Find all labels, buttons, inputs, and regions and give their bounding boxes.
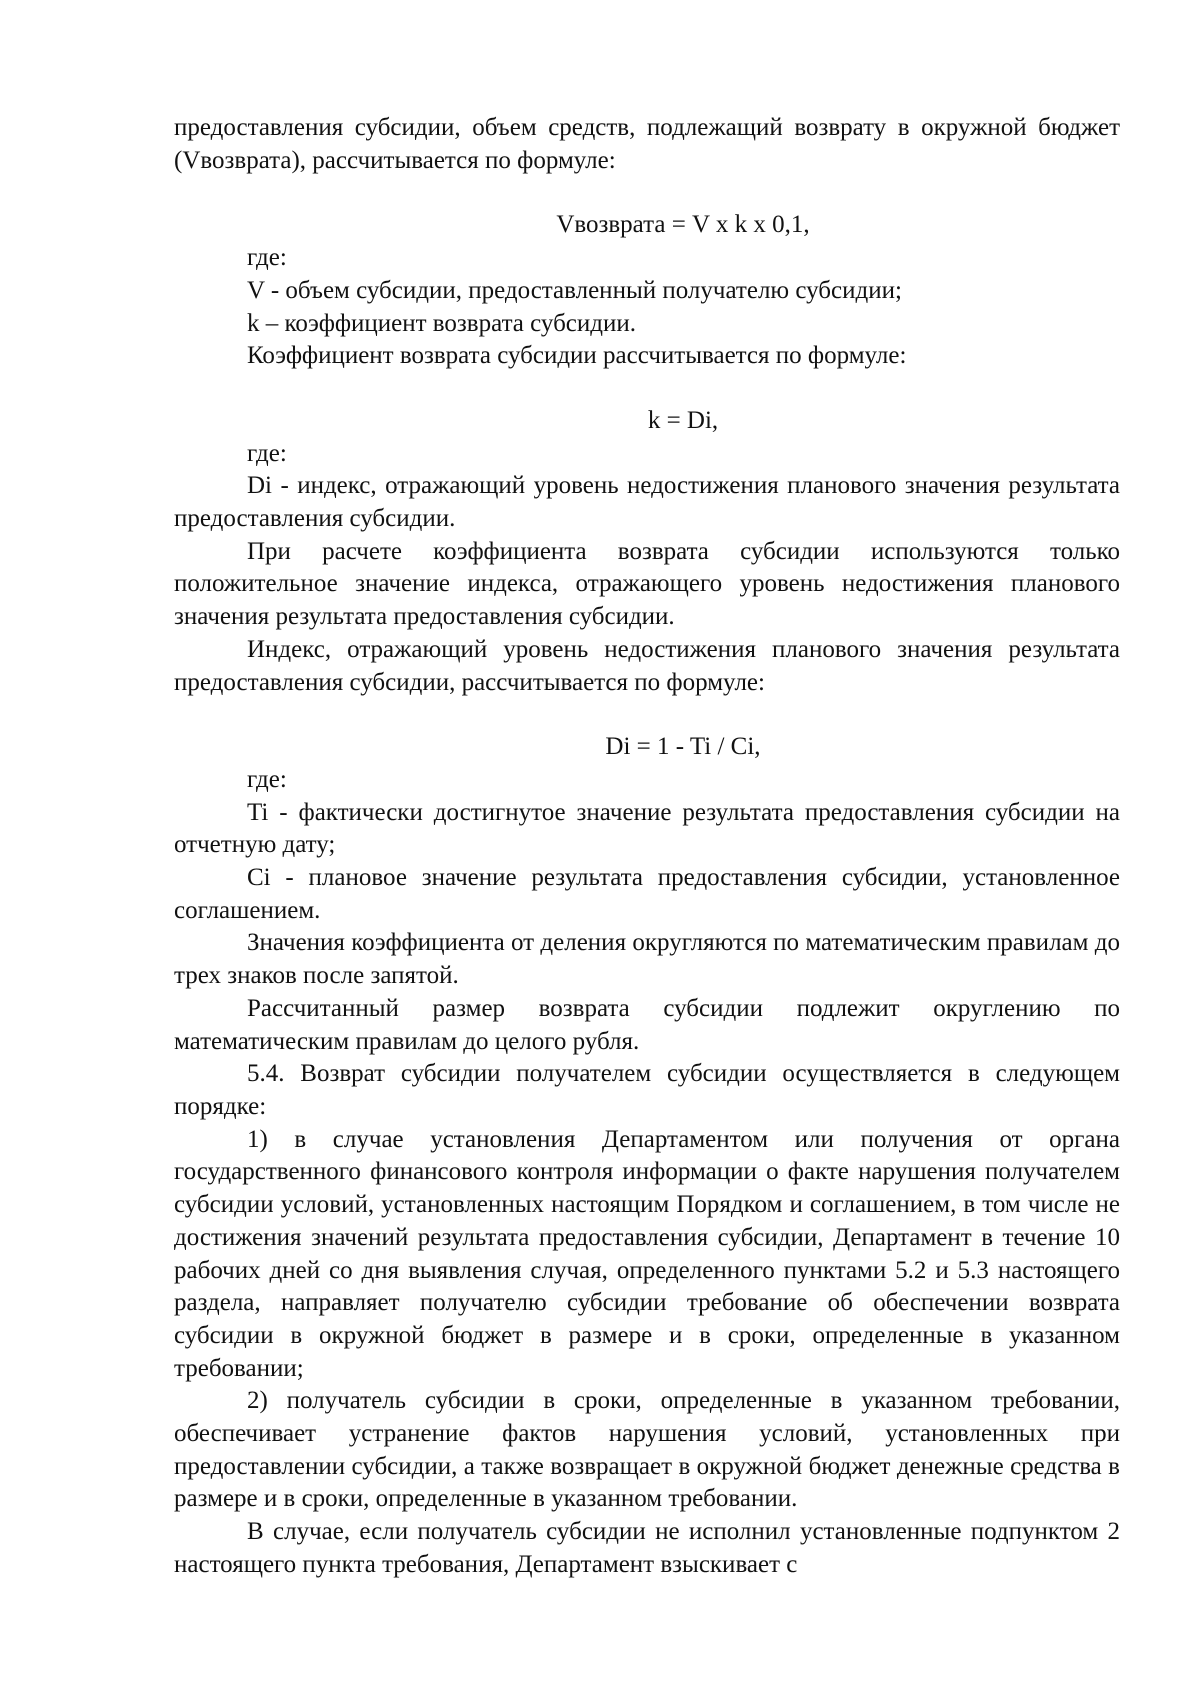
definition-ti: Ti - фактически достигнутое значение результата предоставления субсидии на отчетную дату; [174, 798, 1120, 859]
spacer [174, 177, 1120, 209]
paragraph-rounding-sum: Рассчитанный размер возврата субсидии подлежит округлению по математическим правилам до целого рубля. [174, 994, 1120, 1055]
paragraph-item-1: 1) в случае установления Департаментом или получения от органа государственного финансового контроля информации о факте нарушения получателем субсидии условий, установленных настоящим Порядком и соглашением, в том числе не достижения значений результата предоставления субсидии, Департамент в течение 10 рабочих дней со дня выявления случая, определенного пунктами 5.2 и 5.3 настоящего раздела, направляет получателю субсидии требование об обеспечении возврата субсидии в окружной бюджет в размере и в сроки, определенные в указанном требовании; [174, 1125, 1120, 1382]
definition-ci: Ci - плановое значение результата предоставления субсидии, установленное соглашением. [174, 864, 1120, 924]
where-label: где: [247, 439, 287, 467]
definition-v: V - объем субсидии, предоставленный получателю субсидии; [247, 276, 902, 304]
paragraph-last: В случае, если получатель субсидии не исполнил установленные подпунктом 2 настоящего пункта требования, Департамент взыскивает с [174, 1518, 1120, 1578]
paragraph-positive-index: При расчете коэффициента возврата субсидии используются только положительное значение индекса, отражающего уровень недостижения планового значения результата предоставления субсидии. [174, 537, 1120, 631]
formula-index: Di = 1 - Ti / Ci, [605, 733, 761, 761]
formula-return-volume: Vвозврата = V x k x 0,1, [556, 211, 810, 239]
where-label: где: [247, 765, 287, 793]
spacer [174, 699, 1120, 731]
spacer [174, 373, 1120, 405]
definition-di: Di - индекс, отражающий уровень недостижения планового значения результата предоставления субсидии. [174, 472, 1120, 533]
paragraph-rounding-coefficient: Значения коэффициента от деления округляются по математическим правилам до трех знаков после запятой. [174, 929, 1120, 990]
paragraph-intro: предоставления субсидии, объем средств, подлежащий возврату в окружной бюджет (Vвозврата), рассчитывается по формуле: [174, 114, 1120, 174]
paragraph-item-2: 2) получатель субсидии в сроки, определенные в указанном требовании, обеспечивает устранение фактов нарушения условий, установленных при предоставлении субсидии, а также возвращает в окружной бюджет денежные средства в размере и в сроки, определенные в указанном требовании. [174, 1387, 1120, 1513]
paragraph-index-formula: Индекс, отражающий уровень недостижения планового значения результата предоставления субсидии, рассчитывается по формуле: [174, 635, 1120, 696]
paragraph-5-4: 5.4. Возврат субсидии получателем субсидии осуществляется в следующем порядке: [174, 1060, 1120, 1120]
formula-coefficient: k = Di, [647, 406, 719, 434]
definition-k: k – коэффициент возврата субсидии. [247, 309, 637, 337]
paragraph-k-formula: Коэффициент возврата субсидии рассчитывается по формуле: [247, 342, 907, 370]
where-label: где: [247, 244, 287, 272]
